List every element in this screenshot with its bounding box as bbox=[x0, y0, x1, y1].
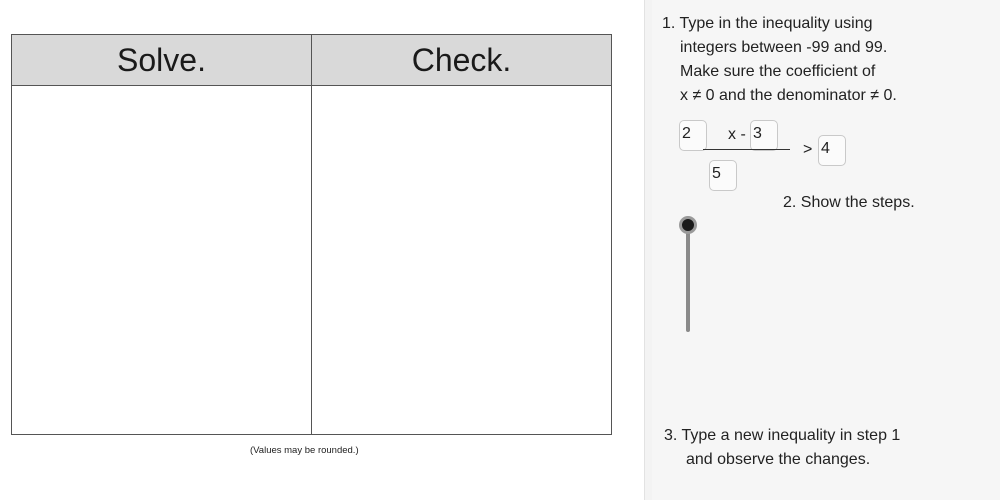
step2-instruction: 2. Show the steps. bbox=[783, 194, 915, 211]
step1-instruction-line3: Make sure the coefficient of bbox=[680, 63, 876, 80]
step1-instruction-line4: x ≠ 0 and the denominator ≠ 0. bbox=[680, 87, 897, 104]
rounding-note: (Values may be rounded.) bbox=[250, 445, 359, 456]
constant-input[interactable]: 3 bbox=[750, 120, 778, 151]
solve-check-table bbox=[11, 34, 612, 435]
view-splitter[interactable] bbox=[644, 0, 652, 500]
right-side-input[interactable]: 4 bbox=[818, 135, 846, 166]
coefficient-input[interactable]: 2 bbox=[679, 120, 707, 151]
step1-instruction-line2: integers between -99 and 99. bbox=[680, 39, 888, 56]
fraction-bar bbox=[703, 149, 790, 150]
column-divider bbox=[311, 35, 312, 434]
steps-slider-track[interactable] bbox=[686, 224, 690, 332]
step1-instruction-line1: 1. Type in the inequality using bbox=[662, 15, 873, 32]
step3-instruction-line2: and observe the changes. bbox=[686, 451, 871, 468]
solve-column-header: Solve. bbox=[117, 41, 206, 78]
steps-slider-handle[interactable] bbox=[679, 216, 697, 234]
control-panel bbox=[652, 0, 1000, 500]
inequality-operator: > bbox=[803, 141, 813, 158]
step3-instruction-line1: 3. Type a new inequality in step 1 bbox=[664, 427, 901, 444]
denominator-input[interactable]: 5 bbox=[709, 160, 737, 191]
variable-text: x - bbox=[728, 126, 746, 143]
check-column-header: Check. bbox=[411, 41, 512, 78]
